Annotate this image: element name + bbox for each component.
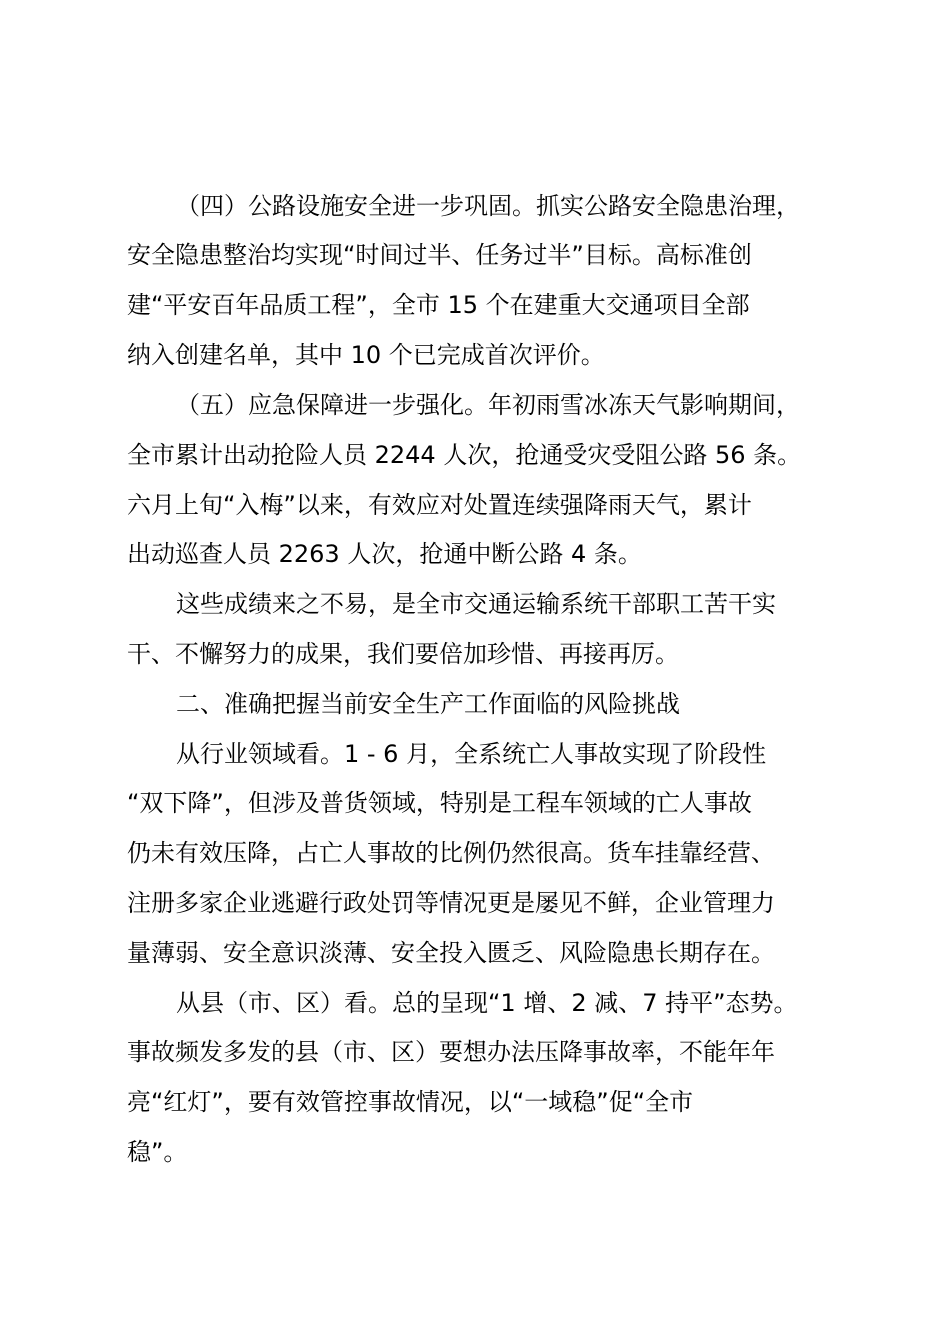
paragraph-line: 稳”。: [127, 1138, 188, 1166]
paragraph-line: 六月上旬“入梅”以来，有效应对处置连续强降雨天气，累计: [127, 491, 752, 519]
paragraph-line: 从行业领域看。1 - 6 月，全系统亡人事故实现了阶段性: [176, 740, 767, 768]
paragraph-line: （五）应急保障进一步强化。年初雨雪冰冻天气影响期间，: [176, 391, 800, 419]
paragraph-line: 事故频发多发的县（市、区）要想办法压降事故率，不能年年: [127, 1038, 775, 1066]
paragraph-line: 安全隐患整治均实现“时间过半、任务过半”目标。高标准创: [127, 241, 752, 269]
paragraph-line: 亮“红灯”，要有效管控事故情况，以“一域稳”促“全市: [127, 1088, 694, 1116]
paragraph-line: 这些成绩来之不易，是全市交通运输系统干部职工苦干实: [176, 590, 776, 618]
paragraph-line: 纳入创建名单，其中 10 个已完成首次评价。: [127, 341, 605, 369]
paragraph-line: 注册多家企业逃避行政处罚等情况更是屡见不鲜，企业管理力: [127, 889, 775, 917]
paragraph-line: 仍未有效压降，占亡人事故的比例仍然很高。货车挂靠经营、: [127, 839, 775, 867]
paragraph-line: “双下降”，但涉及普货领域，特别是工程车领域的亡人事故: [127, 789, 752, 817]
paragraph-line: 干、不懈努力的成果，我们要倍加珍惜、再接再厉。: [127, 640, 679, 668]
paragraph-line: 从县（市、区）看。总的呈现“1 增、2 减、7 持平”态势。: [176, 989, 798, 1017]
paragraph-line: 建“平安百年品质工程”，全市 15 个在建重大交通项目全部: [127, 291, 750, 319]
paragraph-line: 量薄弱、安全意识淡薄、安全投入匮乏、风险隐患长期存在。: [127, 939, 775, 967]
paragraph-line: （四）公路设施安全进一步巩固。抓实公路安全隐患治理，: [176, 192, 800, 220]
section-heading: 二、准确把握当前安全生产工作面临的风险挑战: [176, 690, 680, 718]
paragraph-line: 出动巡查人员 2263 人次，抢通中断公路 4 条。: [127, 540, 642, 568]
paragraph-line: 全市累计出动抢险人员 2244 人次，抢通受灾受阻公路 56 条。: [127, 441, 802, 469]
